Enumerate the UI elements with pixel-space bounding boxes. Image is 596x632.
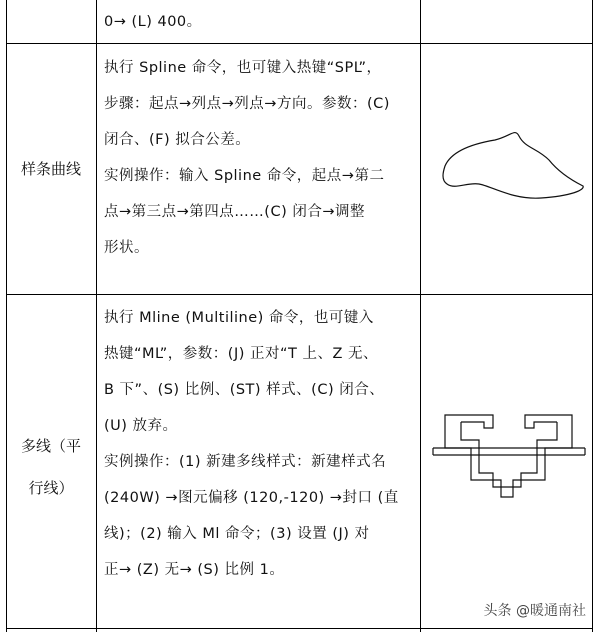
row2-desc-line7: 正→ (Z) 无→ (S) 比例 1。 [104,562,285,578]
row2-desc-line4: 实例操作：(1) 新建多线样式：新建样式名 [104,454,387,470]
row-name-spline [6,44,96,294]
row1-desc-line4: 点→第三点→第四点……(C) 闭合→调整 [104,204,365,220]
table-row-multiline-desc [104,300,420,588]
row2-desc-line3: (U) 放弃。 [104,418,178,434]
row2-desc-line2: B 下”、(S) 比例、(ST) 样式、(C) 闭合、 [104,382,385,398]
row2-name-line0: 多线（平 [20,436,81,455]
row2-desc-line0: 执行 Mline (Multiline) 命令，也可键入 [104,310,374,326]
spline-curve-figure [421,44,592,294]
column-divider-1 [96,0,97,632]
multiline-figure-cell [421,295,592,628]
row1-desc-line3: 实例操作：输入 Spline 命令，起点→第二 [104,168,385,184]
multiline-hook-left [445,415,493,428]
row0-desc-line0: 0→ (L) 400。 [104,14,202,30]
row2-name-line1: 行线） [28,478,74,497]
table-row-spline-desc [104,50,420,266]
row1-name-line0: 样条曲线 [20,160,81,178]
multiline-figure [421,295,592,628]
spline-shape [443,133,583,199]
spline-figure-cell [421,44,592,294]
row-divider-3 [6,628,593,629]
table-row [104,4,420,40]
watermark: 头条 @暖通南社 [483,603,586,619]
row-name-multiline [6,295,96,628]
row1-desc-line2: 闭合、(F) 拟合公差。 [104,132,251,148]
row1-desc-line1: 步骤：起点→列点→列点→方向。参数：(C) [104,96,390,112]
row2-desc-line1: 热键“ML”，参数：(J) 正对“T 上、Z 无、 [104,346,379,362]
multiline-outer-line [445,423,572,497]
multiline-hook-right [525,415,572,428]
row2-desc-line6: 线)；(2) 输入 Ml 命令；(3) 设置 (J) 对 [104,526,370,542]
command-table [6,0,593,632]
row1-desc-line5: 形状。 [104,240,149,256]
row2-desc-line5: (240W) →图元偏移 (120,-120) →封口 (直 [104,490,399,506]
row1-desc-line0: 执行 Spline 命令，也可键入热键“SPL”， [104,60,382,76]
table-border-right [592,0,593,632]
